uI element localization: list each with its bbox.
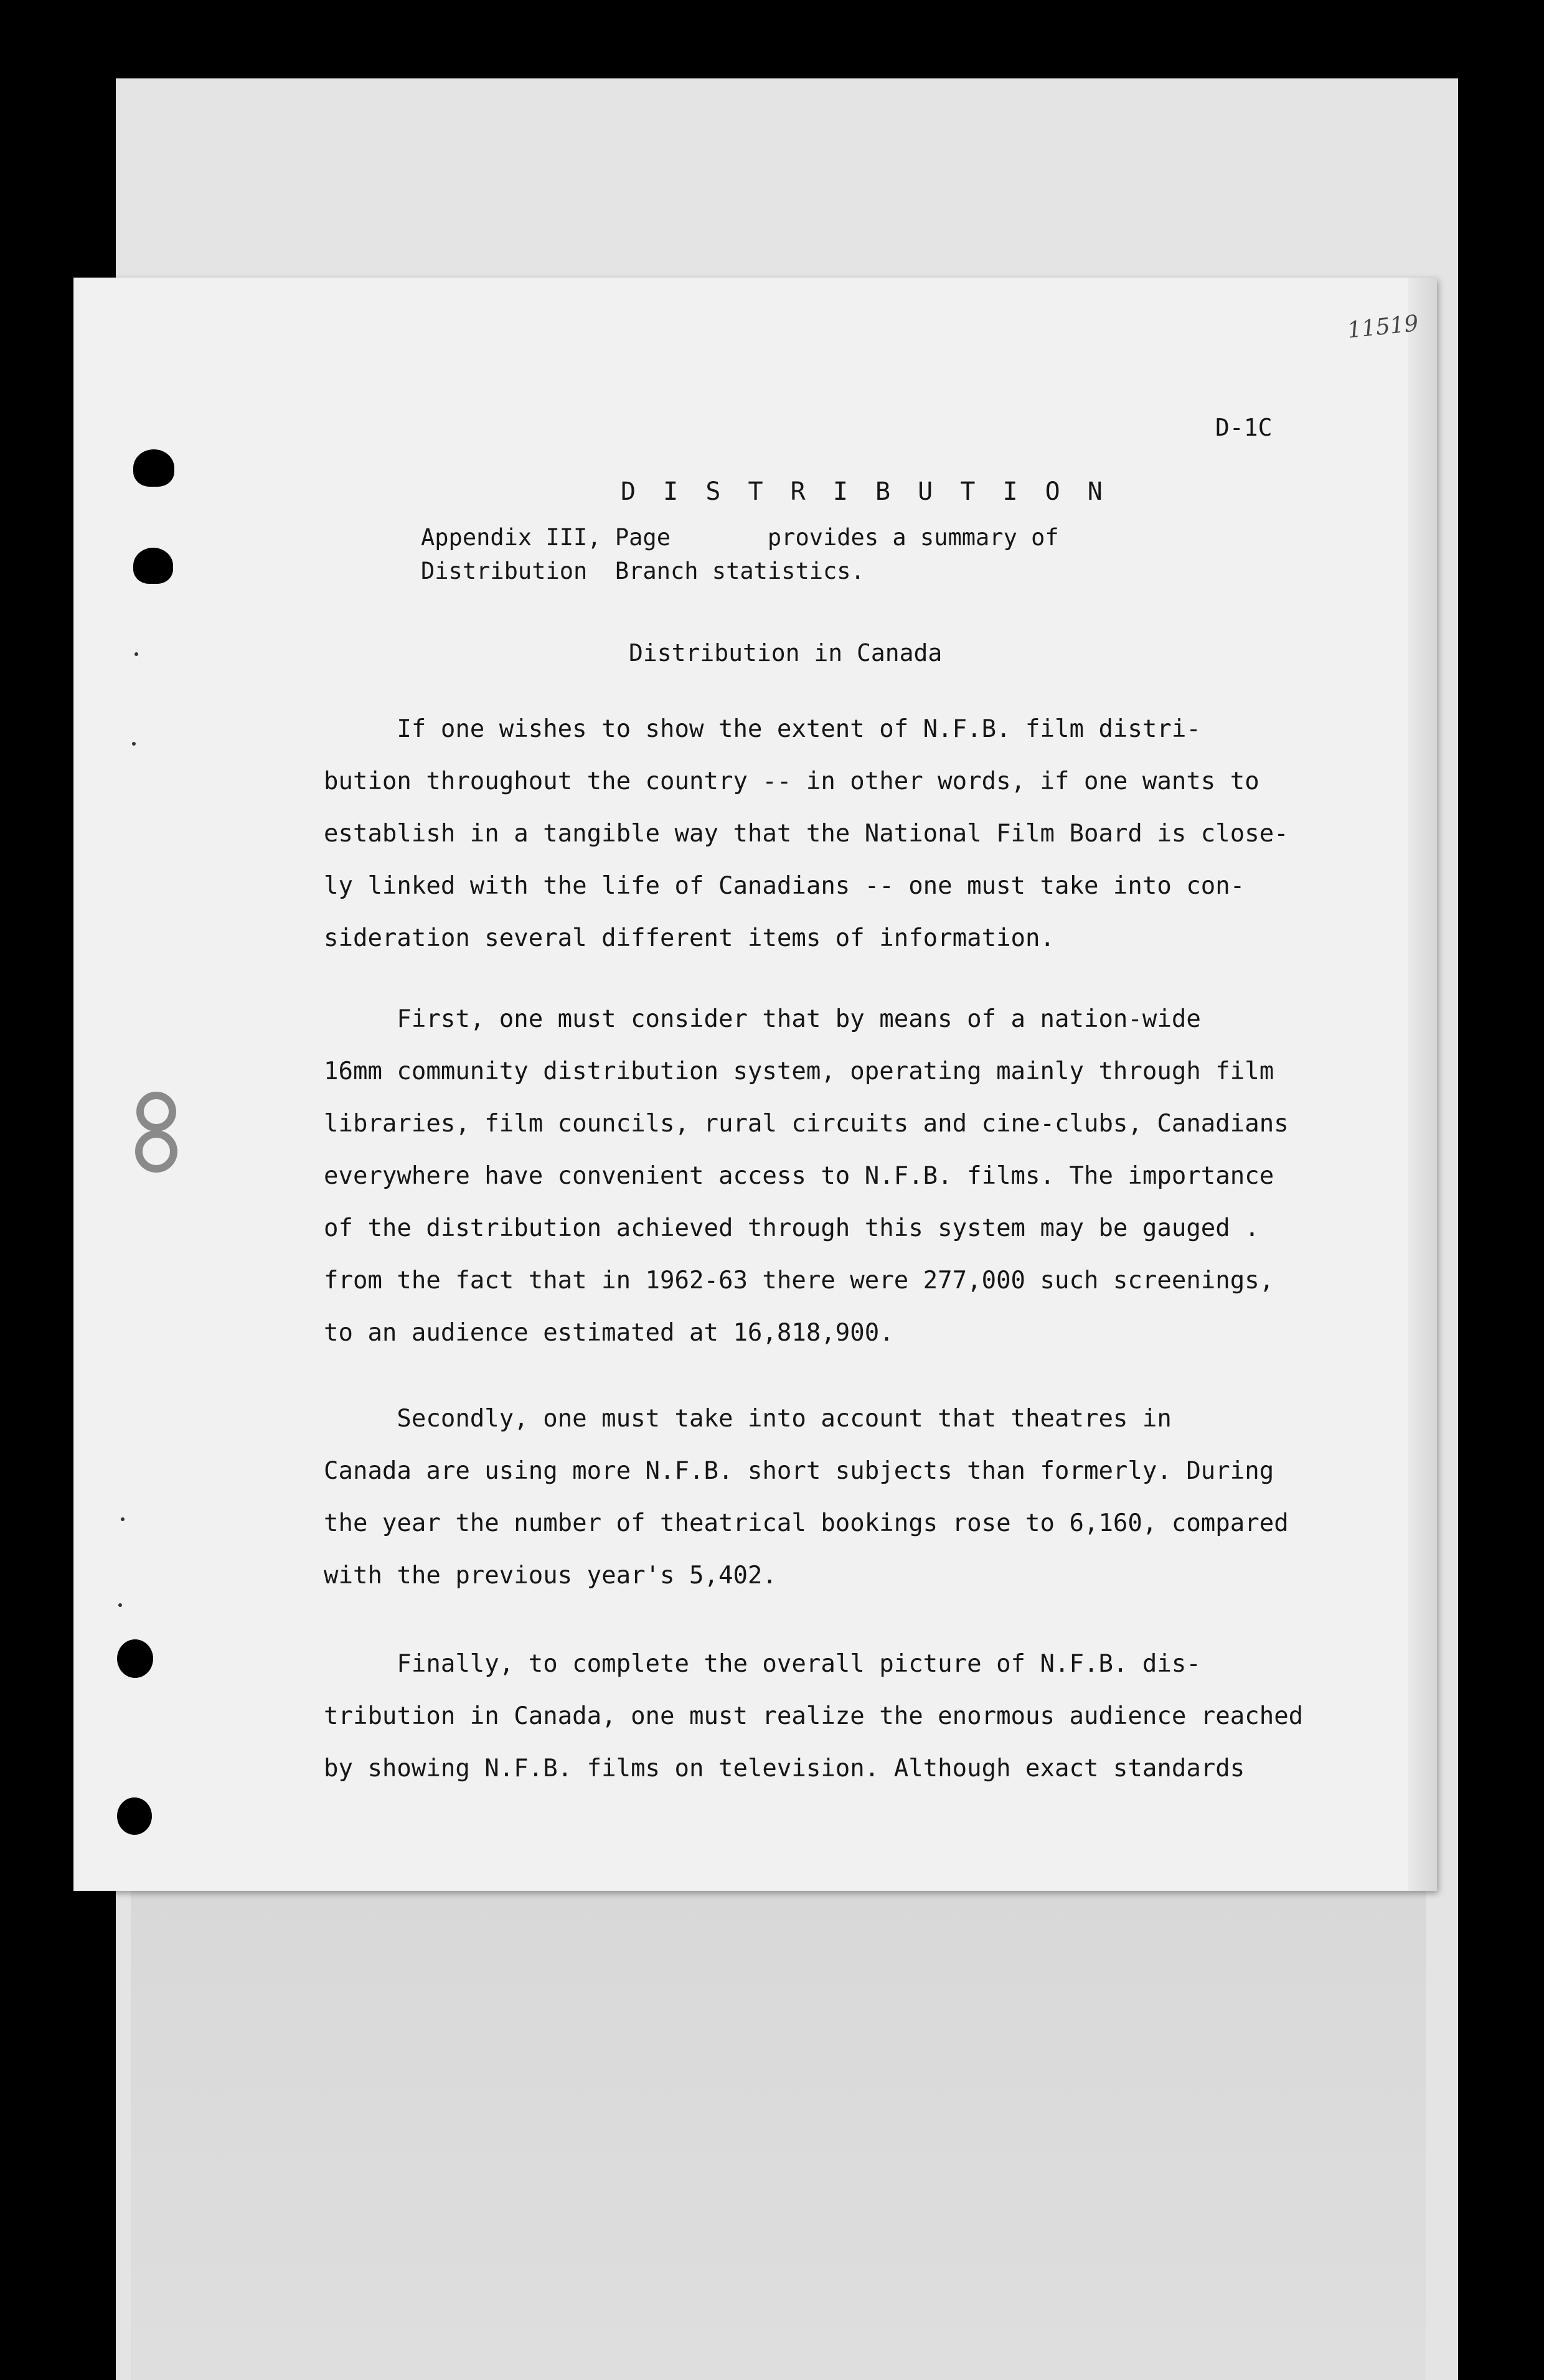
punch-hole-icon — [133, 449, 174, 487]
paragraph-line: the year the number of theatrical bookings rose to 6,160, compared — [324, 1509, 1289, 1537]
paragraph-line: of the distribution achieved through this system may be gauged . — [324, 1214, 1259, 1242]
specks — [121, 1517, 125, 1521]
paragraph-line: with the previous year's 5,402. — [324, 1562, 777, 1590]
paragraph-line: ly linked with the life of Canadians -- one must take into con- — [324, 872, 1245, 900]
paragraph-line: Canada are using more N.F.B. short subjects than formerly. During — [324, 1457, 1274, 1485]
paragraph-line: from the fact that in 1962-63 there were 277,000 such screenings, — [324, 1267, 1274, 1295]
paragraph-line: tribution in Canada, one must realize the enormous audience reached — [324, 1702, 1304, 1730]
paragraph-line: libraries, film councils, rural circuits and cine-clubs, Canadians — [324, 1110, 1289, 1138]
back-sheet-lower — [131, 1867, 1426, 2380]
punch-hole-icon — [133, 548, 173, 584]
paragraph-line: to an audience estimated at 16,818,900. — [324, 1319, 894, 1347]
paragraph-line: establish in a tangible way that the National Film Board is close- — [324, 820, 1289, 848]
page-code: D-1C — [1215, 414, 1273, 441]
specks — [118, 1603, 122, 1607]
intro-line: Distribution Branch statistics. — [421, 558, 865, 584]
archive-number: 11519 — [1346, 311, 1420, 344]
paragraph-line: First, one must consider that by means of a nation-wide — [324, 1005, 1201, 1033]
section-heading: Distribution in Canada — [629, 639, 943, 667]
page-title: D I S T R I B U T I O N — [621, 477, 1109, 506]
specks — [132, 742, 136, 746]
punch-hole-icon — [117, 1639, 153, 1678]
specks — [134, 652, 138, 656]
paragraph-line: If one wishes to show the extent of N.F.B. film distri- — [324, 715, 1201, 743]
paragraph-line: Secondly, one must take into account that theatres in — [324, 1405, 1172, 1433]
paragraph-line: everywhere have convenient access to N.F.B. films. The importance — [324, 1162, 1274, 1190]
intro-line: Appendix III, Page provides a summary of — [421, 524, 1059, 551]
paragraph-line: Finally, to complete the overall picture of N.F.B. dis- — [324, 1650, 1201, 1678]
punch-hole-icon — [117, 1797, 152, 1835]
page-edge — [1408, 278, 1437, 1891]
paragraph-line: bution throughout the country -- in other words, if one wants to — [324, 767, 1259, 795]
paragraph-line: sideration several different items of information. — [324, 924, 1055, 952]
paragraph-line: by showing N.F.B. films on television. Although exact standards — [324, 1755, 1245, 1783]
smudge-mark-icon — [122, 1087, 191, 1180]
paragraph-line: 16mm community distribution system, operating mainly through film — [324, 1057, 1274, 1085]
